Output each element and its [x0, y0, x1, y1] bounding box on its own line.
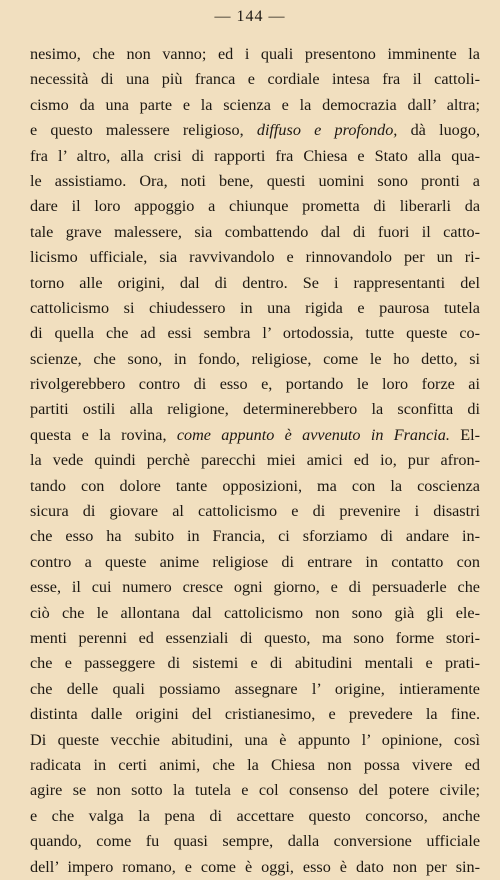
text-line: torno alle origini, dal di dentro. Se i rappresentanti del: [30, 273, 480, 292]
text-line: Di queste vecchie abitudini, una è appunto l’ opinione, così: [30, 730, 480, 749]
text-line: licismo ufficiale, sia ravvivandolo e rinnovandolo per un ri-: [30, 248, 480, 267]
text-line: necessità di una più franca e cordiale intesa fra il cattoli-: [30, 70, 480, 89]
text-line: e che valga la pena di accettare questo concorso, anche: [30, 806, 480, 825]
text-line: contro a queste anime religiose di entrare in contatto con: [30, 552, 480, 571]
italic-phrase: come appunto è avvenuto in Francia.: [176, 425, 450, 444]
italic-phrase: diffuso e profondo,: [256, 121, 398, 140]
text-run: El-: [449, 425, 480, 444]
text-line: distinta dalle origini del cristianesimo, e prevedere la fine.: [30, 705, 480, 724]
page-number: — 144 —: [214, 8, 286, 25]
text-line: cismo da una parte e la scienza e la democrazia dall’ altra;: [30, 95, 480, 114]
text-line: agire se non sotto la tutela e col consenso del potere civile;: [30, 781, 480, 800]
text-line: esse, il cui numero cresce ogni giorno, e di persuaderle che: [30, 578, 480, 597]
text-line: cattolicismo si chiudessero in una rigida e paurosa tutela: [30, 298, 480, 317]
text-line: [30, 118, 480, 143]
text-line: scienze, che sono, in fondo, religiose, come le ho detto, si: [30, 349, 480, 368]
body-text: [30, 42, 480, 880]
text-line: dare il loro appoggio a chiunque prometta di liberarli da: [30, 197, 480, 216]
text-line: radicata in certi animi, che la Chiesa non possa vivere ed: [30, 755, 480, 774]
text-line: rivolgerebbero contro di esso e, portando le loro forze ai: [30, 375, 480, 394]
text-line: tando con dolore tante opposizioni, ma con la coscienza: [30, 476, 480, 495]
text-run: dà luogo,: [397, 121, 480, 140]
text-line: che delle quali possiamo assegnare l’ origine, intieramente: [30, 679, 480, 698]
text-line: nesimo, che non vanno; ed i quali presentono imminente la: [30, 45, 480, 63]
text-line: la vede quindi perchè parecchi miei amici ed io, pur afron-: [30, 451, 480, 470]
text-line: ciò che le allontana dal cattolicismo non sono già gli ele-: [30, 603, 480, 622]
text-line: quando, come fu quasi sempre, dalla conversione ufficiale: [30, 832, 480, 851]
text-line: che e passeggere di sistemi e di abitudini mentali e prati-: [30, 654, 480, 673]
text-line: sicura di giovare al cattolicismo e di prevenire i disastri: [30, 502, 480, 521]
text-line: menti perenni ed essenziali di questo, ma sono forme stori-: [30, 628, 480, 647]
text-run: e questo malessere religioso,: [30, 121, 257, 140]
text-line: che esso ha subito in Francia, ci sforziamo di andare in-: [30, 527, 480, 546]
text-line: dell’ impero romano, e come è oggi, esso è dato non per sin-: [30, 857, 480, 876]
text-line: tale grave malessere, sia combattendo dal di fuori il catto-: [30, 222, 480, 241]
text-line: [30, 423, 480, 448]
text-line: le assistiamo. Ora, noti bene, questi uomini sono pronti a: [30, 171, 480, 190]
text-line: partiti ostili alla religione, determinerebbero la sconfitta di: [30, 400, 480, 419]
text-line: di quella che ad essi sembra l’ ortodossia, tutte queste co-: [30, 324, 480, 343]
text-run: questa e la rovina,: [30, 425, 177, 444]
text-line: fra l’ altro, alla crisi di rapporti fra Chiesa e Stato alla qua-: [30, 146, 480, 165]
